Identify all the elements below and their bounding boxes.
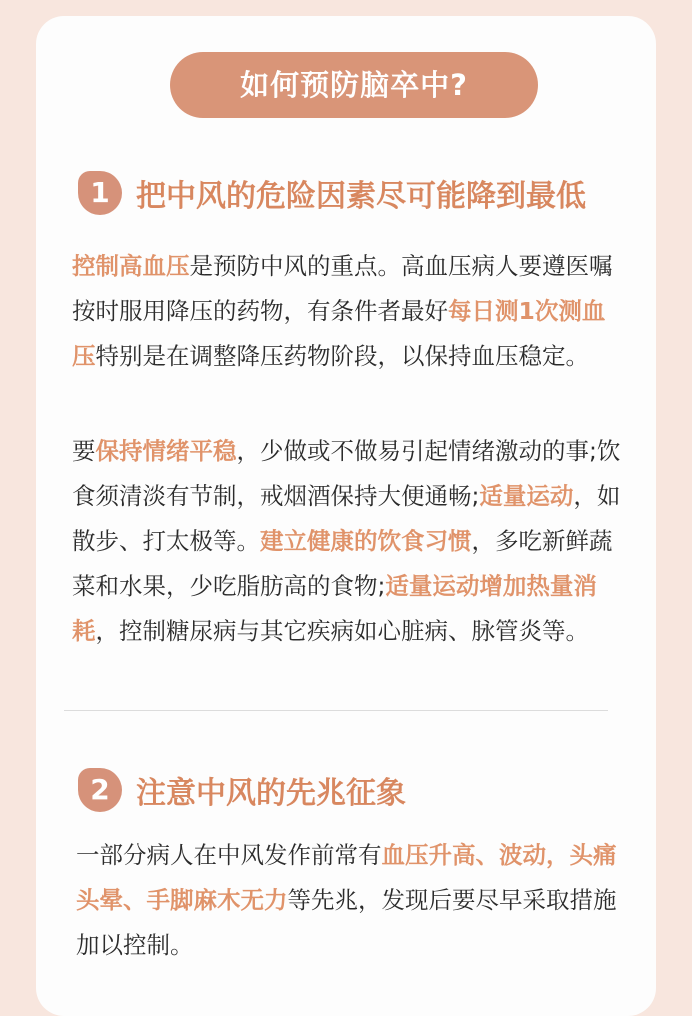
highlight-text: 血压升高、波动，头痛头晕、手脚麻木无力 [76, 841, 617, 914]
section-1-number-badge: 1 [78, 171, 122, 215]
body-text: 要 [72, 437, 96, 465]
body-text: ，控制糖尿病与其它疾病如心脏病、脉管炎等。 [95, 617, 589, 645]
section-1-header [78, 171, 586, 215]
section-2-number-badge: 2 [78, 768, 122, 812]
body-text: ，少做或不做易引起情绪激动的事;饮食须清淡有节制，戒烟酒保持大便通畅; [72, 437, 621, 510]
body-text: ，如散步、打太极等。 [72, 482, 621, 555]
highlight-text: 控制高血压 [72, 252, 190, 280]
body-text: ，多吃新鲜蔬菜和水果，少吃脂肪高的食物; [72, 527, 613, 600]
section-1-title: 把中风的危险因素尽可能降到最低 [136, 179, 586, 214]
highlight-text: 适量运动 [479, 482, 574, 510]
body-text: 是预防中风的重点。高血压病人要遵医嘱按时服用降压的药物，有条件者最好 [72, 252, 613, 325]
section-1-paragraph-2 [72, 429, 628, 654]
highlight-text: 适量运动增加热量消耗 [72, 572, 597, 645]
highlight-text: 每日测1次测血压 [72, 297, 606, 370]
body-text: 等先兆，发现后要尽早采取措施加以控制。 [76, 886, 617, 959]
section-1-paragraph-1 [72, 244, 628, 379]
section-2-title: 注意中风的先兆征象 [136, 776, 406, 811]
section-2-header [78, 768, 406, 812]
highlight-text: 建立健康的饮食习惯 [260, 527, 472, 555]
section-divider [64, 710, 608, 711]
body-text: 特别是在调整降压药物阶段，以保持血压稳定。 [95, 342, 589, 370]
body-text: 一部分病人在中风发作前常有 [76, 841, 382, 869]
page-title: 如何预防脑卒中? [170, 52, 538, 118]
section-2-paragraph-1 [76, 833, 628, 968]
highlight-text: 保持情绪平稳 [95, 437, 237, 465]
